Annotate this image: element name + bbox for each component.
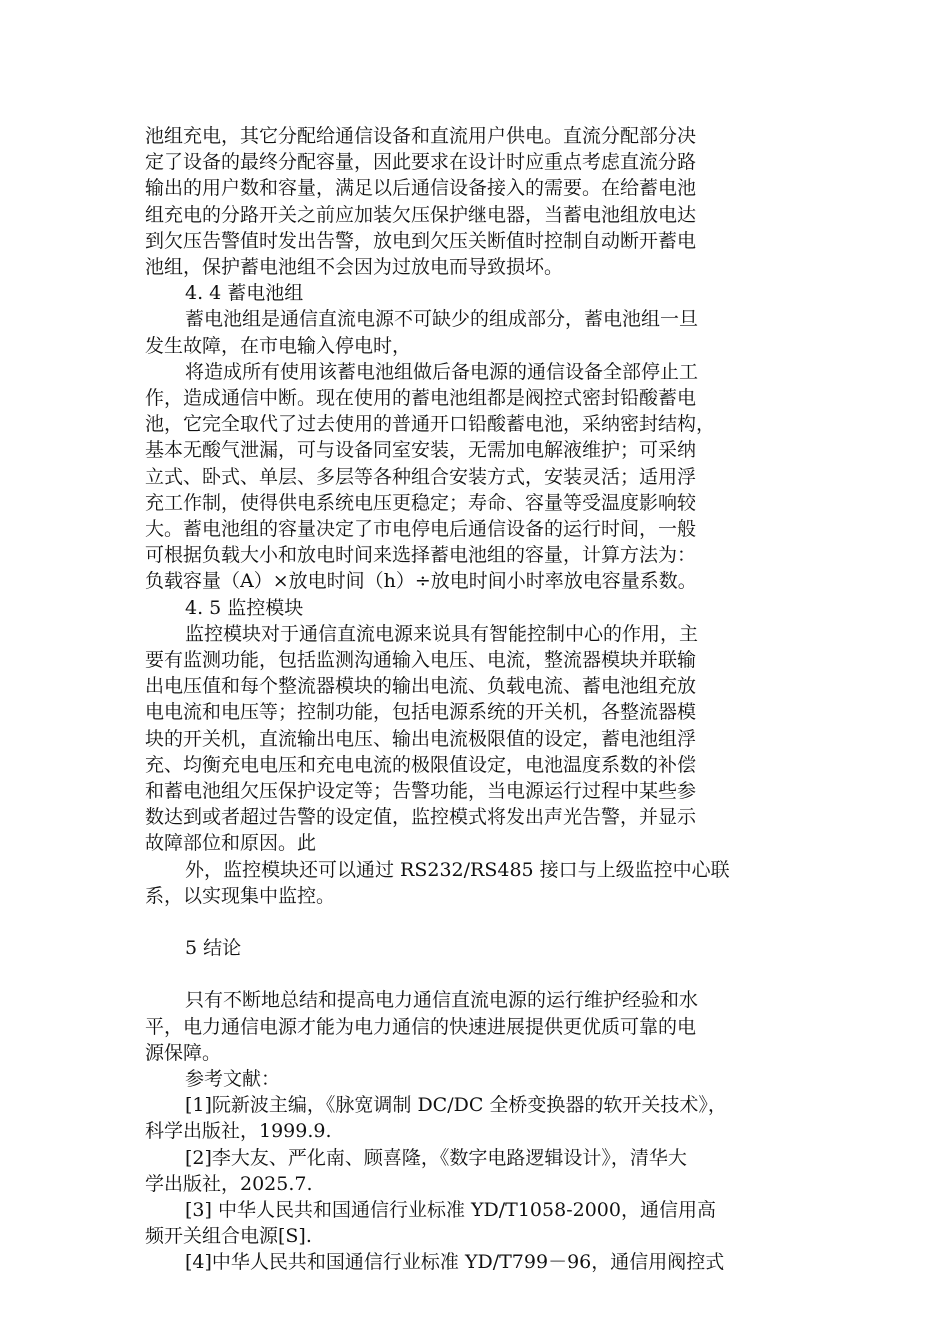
- text-line: 发生故障，在市电输入停电时，: [145, 334, 412, 357]
- text-line: 电电流和电压等；控制功能，包括电源系统的开关机，各整流器模: [145, 701, 697, 724]
- text-line: 充、均衡充电电压和充电电流的极限值设定，电池温度系数的补偿: [145, 753, 697, 776]
- text-line: 5 结论: [185, 937, 242, 960]
- text-line: 要有监测功能，包括监测沟通输入电压、电流，整流器模块并联输: [145, 649, 697, 672]
- text-line: 负载容量（A）×放电时间（h）÷放电时间小时率放电容量系数。: [145, 570, 697, 593]
- text-line: 池组充电，其它分配给通信设备和直流用户供电。直流分配部分决: [145, 125, 697, 147]
- text-line: 学出版社，2025.7.: [145, 1172, 313, 1195]
- text-line: 源保障。: [145, 1041, 222, 1064]
- text-line: 参考文献：: [185, 1067, 281, 1090]
- text-line: 池，它完全取代了过去使用的普通开口铅酸蓄电池，采纳密封结构，: [145, 413, 716, 436]
- text-line: 充工作制，使得供电系统电压更稳定；寿命、容量等受温度影响较: [145, 491, 697, 514]
- text-line: 蓄电池组是通信直流电源不可缺少的组成部分，蓄电池组一旦: [185, 308, 699, 331]
- text-line: 池组，保护蓄电池组不会因为过放电而导致损坏。: [145, 256, 564, 279]
- text-line: [2]李大友、严化南、顾喜隆，《数字电路逻辑设计》，清华大: [185, 1146, 687, 1169]
- text-line: [1]阮新波主编，《脉宽调制 DC/DC 全桥变换器的软开关技术》，: [185, 1094, 727, 1117]
- text-line: 输出的用户数和容量，满足以后通信设备接入的需要。在给蓄电池: [145, 177, 697, 200]
- text-line: 只有不断地总结和提高电力通信直流电源的运行维护经验和水: [185, 989, 699, 1012]
- text-line: 作，造成通信中断。现在使用的蓄电池组都是阀控式密封铅酸蓄电: [145, 387, 697, 410]
- text-line: 监控模块对于通信直流电源来说具有智能控制中心的作用，主: [185, 622, 699, 645]
- document-body: [145, 123, 805, 1276]
- text-line: 基本无酸气泄漏，可与设备同室安装，无需加电解液维护；可采纳: [145, 439, 697, 462]
- text-line: 定了设备的最终分配容量，因此要求在设计时应重点考虑直流分路: [145, 151, 697, 174]
- text-line: 到欠压告警值时发出告警，放电到欠压关断值时控制自动断开蓄电: [145, 229, 697, 252]
- text-line: 故障部位和原因。此: [145, 832, 317, 855]
- text-line: 和蓄电池组欠压保护设定等；告警功能，当电源运行过程中某些参: [145, 780, 697, 803]
- text-line: 4. 5 监控模块: [185, 596, 304, 619]
- text-line: 4. 4 蓄电池组: [185, 282, 304, 305]
- text-line: [3] 中华人民共和国通信行业标准 YD/T1058-2000，通信用高: [185, 1198, 716, 1221]
- text-line: [4]中华人民共和国通信行业标准 YD/T799－96，通信用阀控式: [185, 1251, 725, 1274]
- text-line: 科学出版社，1999.9.: [145, 1120, 332, 1143]
- text-line: 可根据负载大小和放电时间来选择蓄电池组的容量，计算方法为：: [145, 544, 697, 567]
- text-line: 系，以实现集中监控。: [145, 884, 336, 907]
- text-line: 组充电的分路开关之前应加装欠压保护继电器，当蓄电池组放电达: [145, 203, 697, 226]
- text-line: 出电压值和每个整流器模块的输出电流、负载电流、蓄电池组充放: [145, 675, 697, 698]
- text-line: 将造成所有使用该蓄电池组做后备电源的通信设备全部停止工: [185, 360, 699, 383]
- text-line: 数达到或者超过告警的设定值，监控模式将发出声光告警，并显示: [145, 806, 697, 829]
- text-line: 平，电力通信电源才能为电力通信的快速进展提供更优质可靠的电: [145, 1015, 697, 1038]
- text-line: 外，监控模块还可以通过 RS232/RS485 接口与上级监控中心联: [185, 858, 730, 881]
- text-line: 大。蓄电池组的容量决定了市电停电后通信设备的运行时间，一般: [145, 518, 697, 541]
- text-line: 块的开关机，直流输出电压、输出电流极限值的设定，蓄电池组浮: [145, 727, 697, 750]
- text-line: 立式、卧式、单层、多层等各种组合安装方式，安装灵活；适用浮: [145, 465, 697, 488]
- text-line: 频开关组合电源[S].: [145, 1225, 312, 1248]
